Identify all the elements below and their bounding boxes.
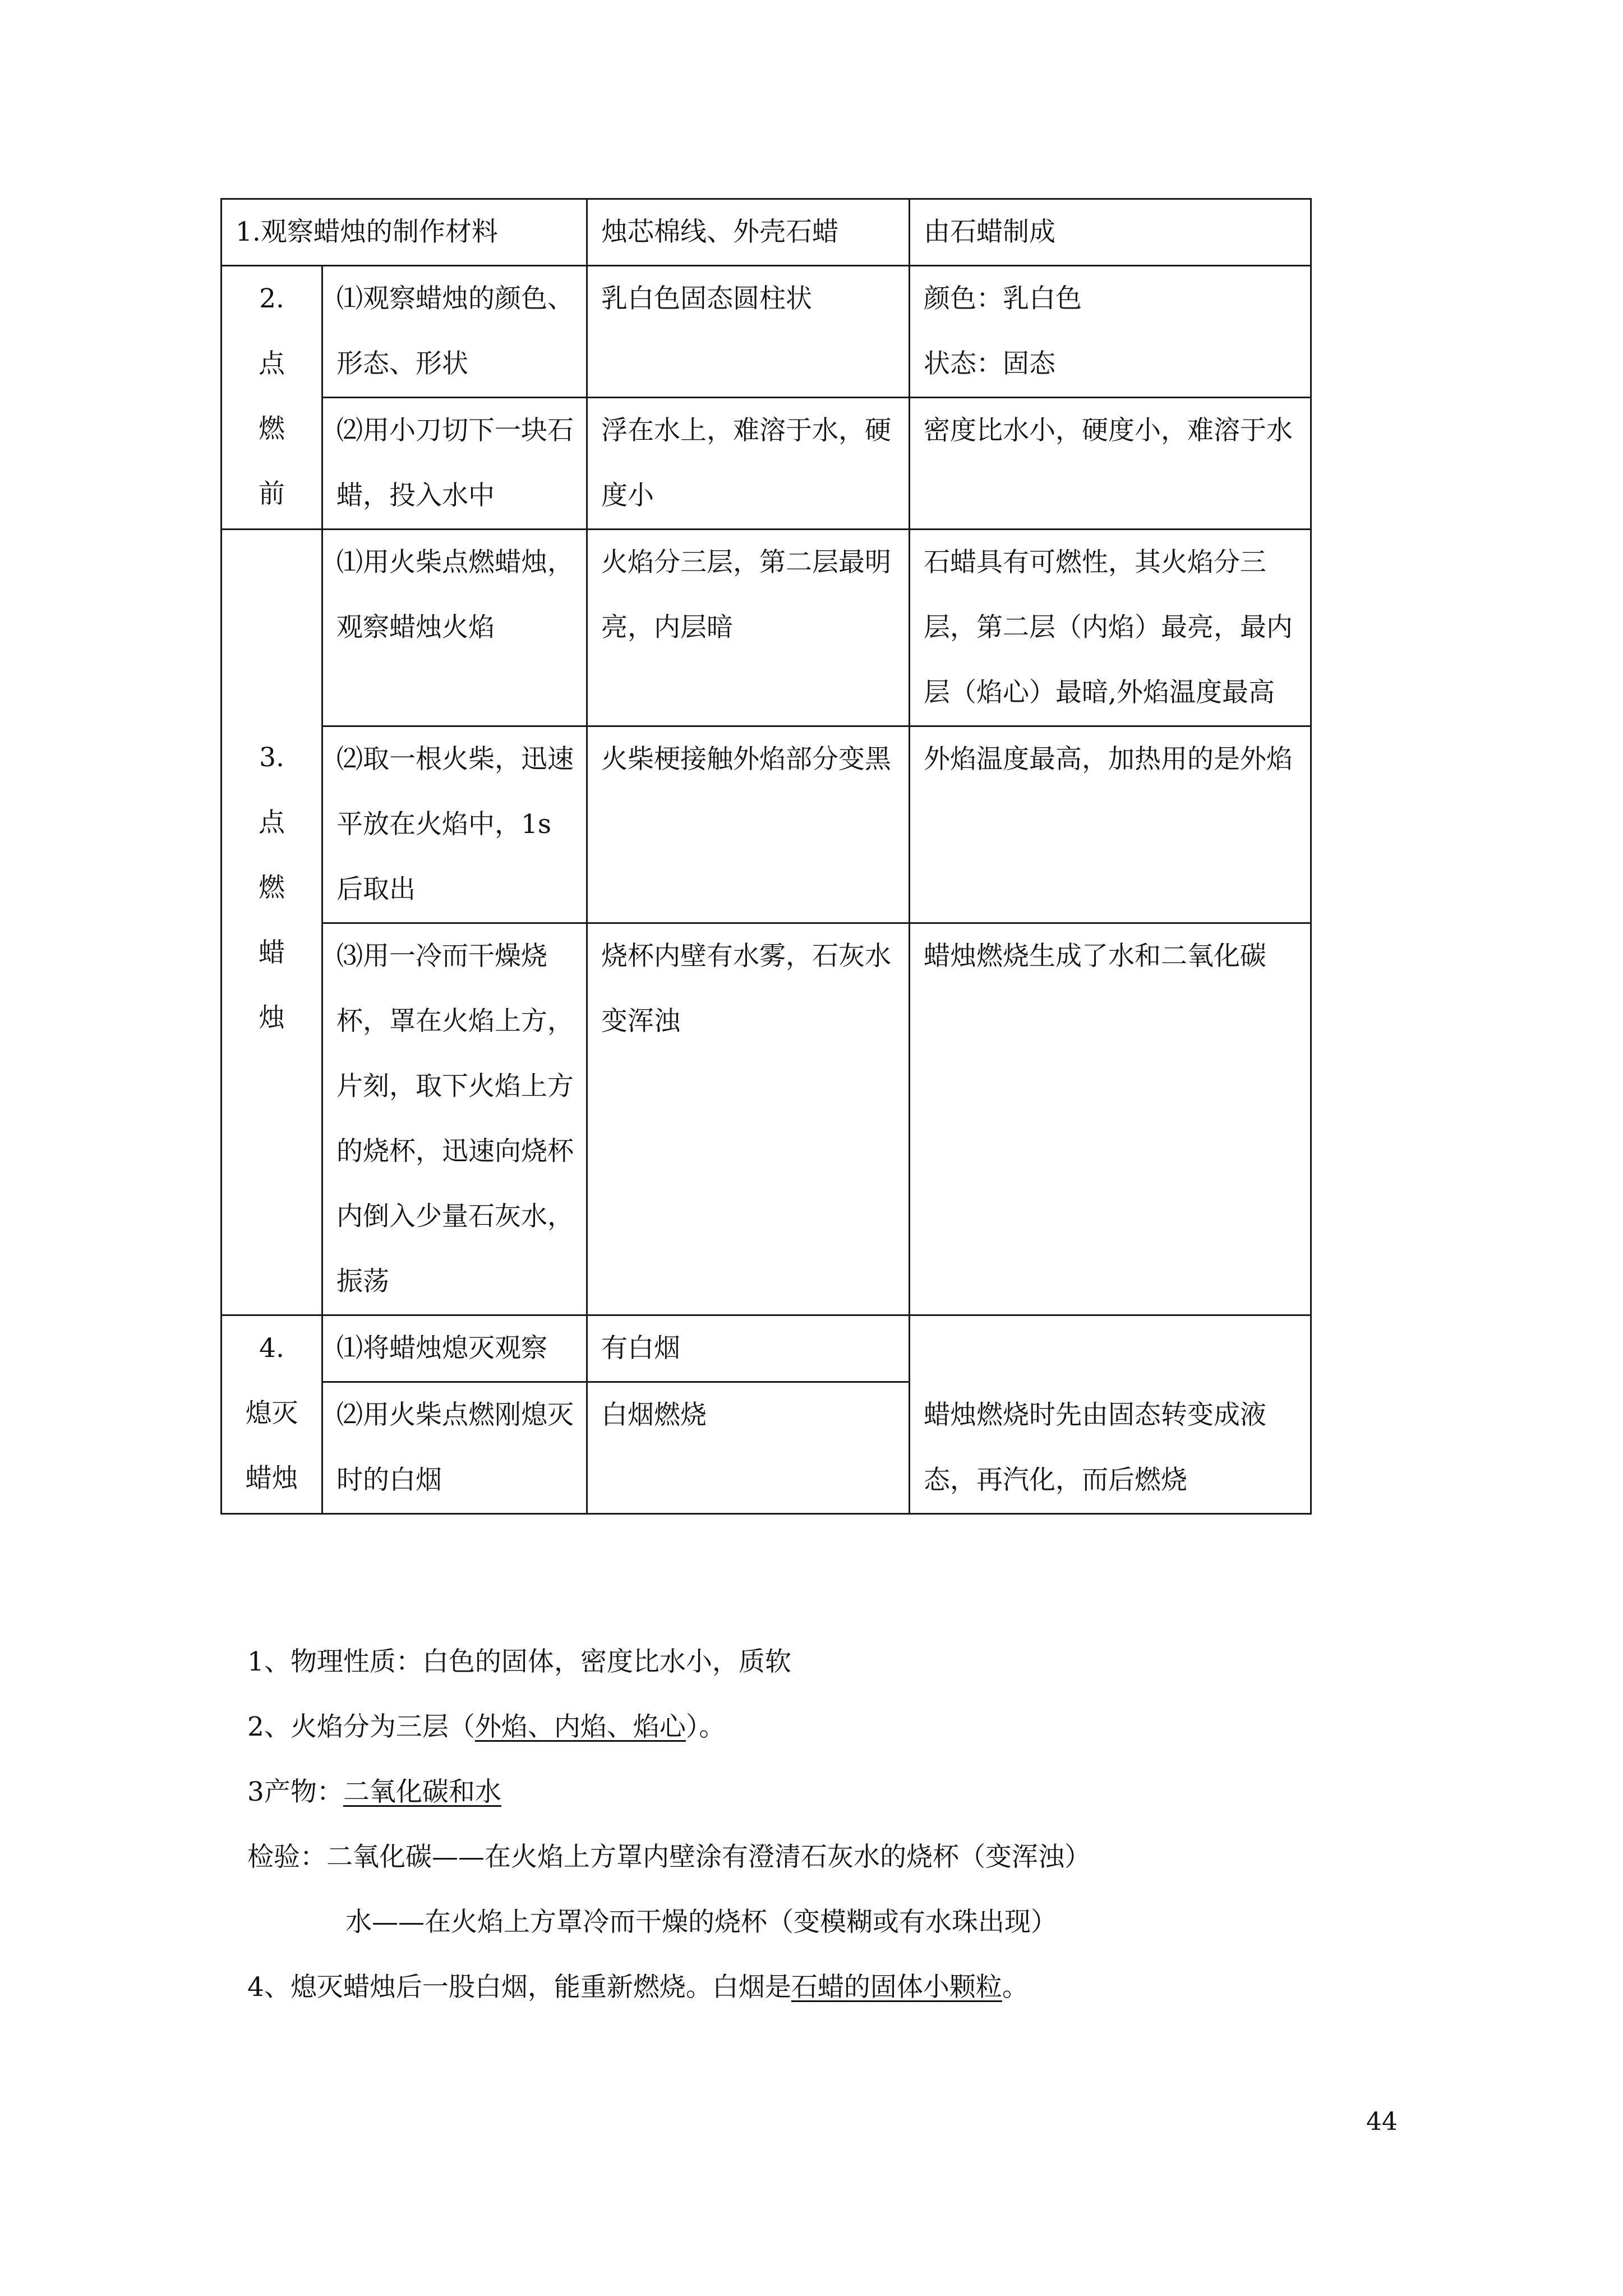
note-test-water: 水——在火焰上方罩冷而干燥的烧杯（变模糊或有水珠出现） — [345, 1907, 1057, 1938]
table-cell-step-label — [222, 266, 322, 530]
table-cell-conclusion: 石蜡具有可燃性，其火焰分三层，第二层（内焰）最亮，最内层（焰心）最暗,外焰温度最高 — [910, 530, 1311, 726]
conclusion-line: 颜色：乳白色 — [924, 283, 1082, 314]
note-underlined-text: 外焰、内焰、焰心 — [474, 1711, 686, 1742]
table-cell-conclusion: 蜡烛燃烧时先由固态转变成液态，再汽化，而后燃烧 — [910, 1315, 1311, 1514]
conclusion-line: 状态：固态 — [924, 348, 1055, 379]
note-flame-layers — [247, 1695, 1369, 1760]
table-cell-step: 1.观察蜡烛的制作材料 — [222, 199, 587, 266]
step-label-line: 蜡 — [259, 937, 285, 968]
table-cell-conclusion: 外焰温度最高，加热用的是外焰 — [910, 726, 1311, 923]
table-cell-phenomenon: 乳白色固态圆柱状 — [587, 266, 910, 398]
table-cell-phenomenon: 白烟燃烧 — [587, 1382, 910, 1514]
step-label-line: 前 — [259, 478, 285, 509]
table-cell-operation: ⑴观察蜡烛的颜色、形态、形状 — [322, 266, 587, 398]
note-products — [247, 1760, 1369, 1825]
step-label-line: 燃 — [259, 413, 285, 444]
note-underlined-text: 石蜡的固体小颗粒 — [791, 1972, 1002, 2003]
table-cell-phenomenon: 烛芯棉线、外壳石蜡 — [587, 199, 910, 266]
table-cell-operation: ⑴将蜡烛熄灭观察 — [322, 1315, 587, 1382]
note-text: ）。 — [685, 1711, 726, 1742]
note-underlined-text: 二氧化碳和水 — [343, 1777, 501, 1807]
table-row — [222, 726, 1311, 923]
note-physical-properties: 1、物理性质：白色的固体，密度比水小，质软 — [247, 1646, 791, 1677]
table-cell-conclusion: 由石蜡制成 — [910, 199, 1311, 266]
table-cell-operation: ⑶用一冷而干燥烧杯，罩在火焰上方，片刻，取下火焰上方的烧杯，迅速向烧杯内倒入少量石灰水，振荡 — [322, 923, 587, 1315]
table-cell-conclusion — [910, 266, 1311, 398]
experiment-table — [220, 198, 1312, 1515]
page-number: 44 — [1366, 2108, 1398, 2136]
table-cell-operation: ⑵用火柴点燃刚熄灭时的白烟 — [322, 1382, 587, 1514]
table-row — [222, 398, 1311, 530]
table-cell-phenomenon: 火焰分三层，第二层最明亮，内层暗 — [587, 530, 910, 726]
note-test-co2: 检验：二氧化碳——在火焰上方罩内壁涂有澄清石灰水的烧杯（变浑浊） — [247, 1842, 1091, 1872]
table-row — [222, 266, 1311, 398]
table-cell-phenomenon: 火柴梗接触外焰部分变黑 — [587, 726, 910, 923]
table-row — [222, 923, 1311, 1315]
table-cell-operation: ⑵取一根火柴，迅速平放在火焰中，1s后取出 — [322, 726, 587, 923]
note-white-smoke — [247, 1955, 1369, 2020]
table-cell-phenomenon: 浮在水上，难溶于水，硬度小 — [587, 398, 910, 530]
table-cell-conclusion: 蜡烛燃烧生成了水和二氧化碳 — [910, 923, 1311, 1315]
step-label-line: 蜡烛 — [245, 1463, 298, 1494]
table-row — [222, 1315, 1311, 1382]
step-label-line: 熄灭 — [245, 1398, 298, 1429]
step-label-line: 点 — [259, 807, 285, 838]
table-row — [222, 530, 1311, 726]
table-cell-phenomenon: 烧杯内壁有水雾，石灰水变浑浊 — [587, 923, 910, 1315]
table-cell-conclusion: 密度比水小，硬度小，难溶于水 — [910, 398, 1311, 530]
note-text: 3产物： — [247, 1777, 343, 1807]
summary-notes — [247, 1630, 1369, 2020]
table-cell-operation: ⑵用小刀切下一块石蜡，投入水中 — [322, 398, 587, 530]
table-cell-phenomenon: 有白烟 — [587, 1315, 910, 1382]
step-label-line: 烛 — [259, 1002, 285, 1033]
step-label-line: 3. — [259, 742, 284, 773]
table-cell-step-label — [222, 1315, 322, 1514]
table-cell-operation: ⑴用火柴点燃蜡烛，观察蜡烛火焰 — [322, 530, 587, 726]
note-text: 4、熄灭蜡烛后一股白烟，能重新燃烧。白烟是 — [247, 1972, 791, 2003]
table-cell-step-label — [222, 530, 322, 1315]
note-text: 2、火焰分为三层（ — [247, 1711, 475, 1742]
step-label-line: 燃 — [259, 872, 285, 903]
step-label-line: 4. — [259, 1333, 284, 1364]
step-label-line: 点 — [259, 348, 285, 379]
note-text: 。 — [1002, 1972, 1029, 2003]
step-label-line: 2. — [259, 283, 284, 314]
table-row — [222, 199, 1311, 266]
